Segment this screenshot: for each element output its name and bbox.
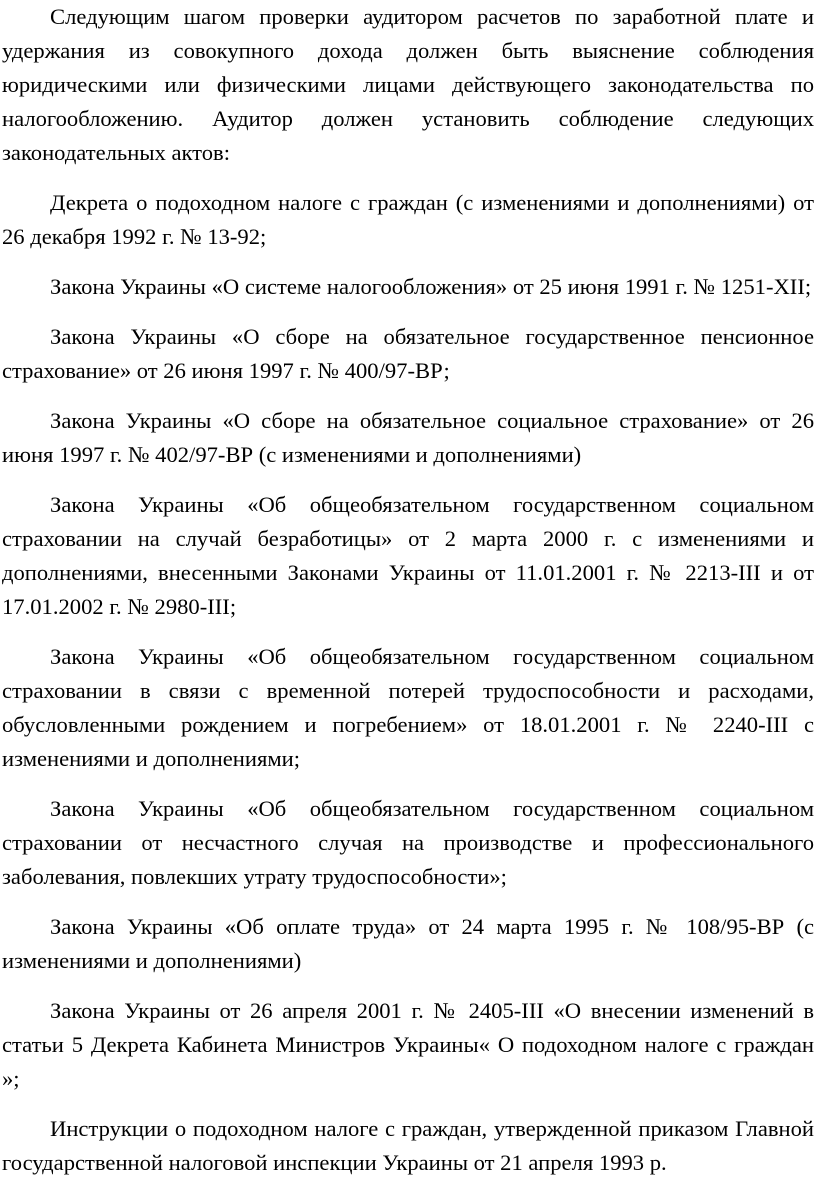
intro-paragraph: Следующим шагом проверки аудитором расчетов по заработной плате и удержания из совокупного дохода должен быть выяснение соблюдения юридическими или физическими лицами действующего законодательства по налогообложению. Аудитор должен установить соблюдение следующих законодательных актов:	[2, 4, 814, 165]
list-item-law-pension-levy: Закона Украины «О сборе на обязательное государственное пенсионное страхование» от 26 июня 1997 г. № 400/97-ВР;	[2, 324, 814, 383]
list-item-law-amendments-2001: Закона Украины от 26 апреля 2001 г. № 2405-III «О внесении изменений в статьи 5 Декрета Кабинета Министров Украины« О подоходном налоге с граждан »;	[2, 998, 814, 1091]
list-item-law-temporary-disability-insurance: Закона Украины «Об общеобязательном государственном социальном страховании в связи с временной потерей трудоспособности и расходами, обусловленными рождением и погребением» от 18.01.2001 г. № 2240-III с изменениями и дополнениями;	[2, 644, 814, 771]
list-item-law-accident-insurance: Закона Украины «Об общеобязательном государственном социальном страховании от несчастного случая на производстве и профессионального заболевания, повлекших утрату трудоспособности»;	[2, 796, 814, 889]
list-item-law-social-insurance-levy: Закона Украины «О сборе на обязательное социальное страхование» от 26 июня 1997 г. № 402/97-ВР (с изменениями и дополнениями)	[2, 408, 814, 467]
list-item-law-labor-remuneration: Закона Украины «Об оплате труда» от 24 марта 1995 г. № 108/95-ВР (с изменениями и дополнениями)	[2, 914, 814, 973]
list-item-decree-income-tax: Декрета о подоходном налоге с граждан (с изменениями и дополнениями) от 26 декабря 1992 г. № 13-92;	[2, 190, 814, 249]
list-item-law-unemployment-insurance: Закона Украины «Об общеобязательном государственном социальном страховании на случай безработицы» от 2 марта 2000 г. с изменениями и дополнениями, внесенными Законами Украины от 11.01.2001 г. № 2213-III и от 17.01.2002 г. № 2980-III;	[2, 492, 814, 619]
list-item-law-taxation-system: Закона Украины «О системе налогообложения» от 25 июня 1991 г. № 1251-XII;	[50, 274, 812, 299]
document-page	[2, 0, 814, 1195]
list-item-instruction-income-tax: Инструкции о подоходном налоге с граждан, утвержденной приказом Главной государственной налоговой инспекции Украины от 21 апреля 1993 р.	[2, 1116, 814, 1175]
